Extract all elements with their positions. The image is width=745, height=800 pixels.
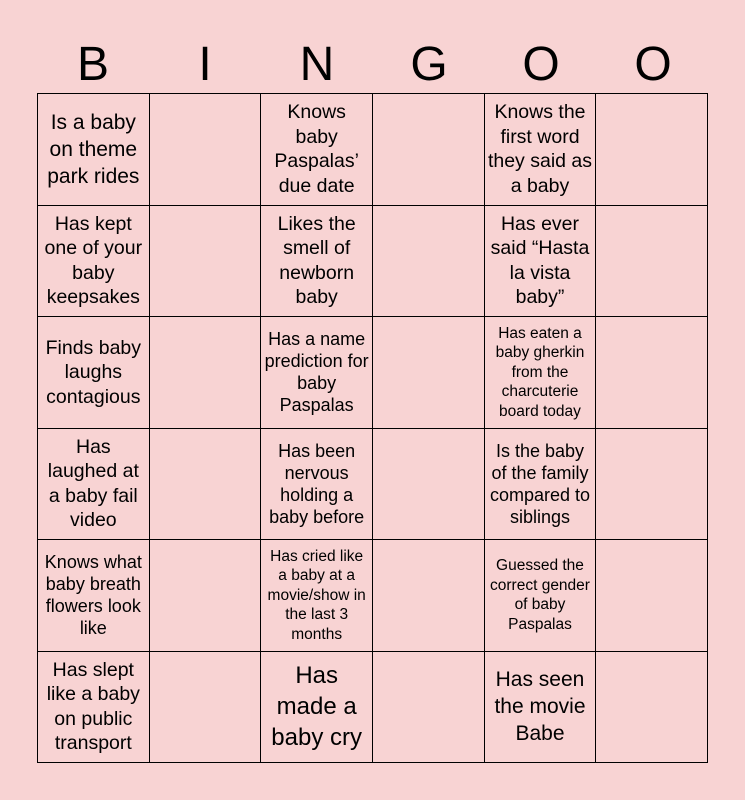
header-letter: O: [522, 38, 560, 91]
bingo-cell[interactable]: [38, 540, 150, 652]
bingo-cell[interactable]: [38, 429, 150, 541]
bingo-cell[interactable]: [485, 652, 597, 764]
header-letter: B: [76, 38, 109, 91]
cell-text: Has seen the movie Babe: [494, 668, 586, 746]
bingo-cell[interactable]: [596, 429, 708, 541]
bingo-cell[interactable]: [373, 94, 485, 206]
header-letter: N: [299, 38, 335, 91]
bingo-cell[interactable]: [261, 94, 373, 206]
cell-text: Has laughed at a baby fail video: [47, 435, 139, 532]
cell-text: Has eaten a baby gherkin from the charcuterie board today: [495, 324, 585, 420]
header-letter: O: [634, 38, 672, 91]
cell-text: Likes the smell of newborn baby: [277, 212, 356, 309]
bingo-cell[interactable]: [596, 206, 708, 318]
cell-text: Knows the first word they said as a baby: [487, 101, 593, 197]
bingo-cell[interactable]: [38, 652, 150, 764]
cell-text: Has made a baby cry: [271, 662, 362, 752]
bingo-cell[interactable]: [485, 540, 597, 652]
cell-text: Has been nervous holding a baby before: [269, 440, 365, 527]
bingo-cell[interactable]: [485, 94, 597, 206]
cell-text: Has slept like a baby on public transport: [46, 658, 140, 755]
bingo-cell[interactable]: [485, 206, 597, 318]
bingo-cell[interactable]: [373, 317, 485, 429]
cell-text: Has kept one of your baby keepsakes: [44, 212, 143, 309]
cell-text: Knows baby Paspalas’ due date: [274, 101, 359, 197]
bingo-cell[interactable]: [373, 206, 485, 318]
bingo-grid: [37, 93, 708, 763]
cell-text: Finds baby laughs contagious: [45, 336, 142, 408]
bingo-cell[interactable]: [373, 540, 485, 652]
cell-text: Is a baby on theme park rides: [47, 110, 140, 188]
cell-text: Has a name prediction for baby Paspalas: [264, 329, 369, 416]
bingo-cell[interactable]: [150, 206, 262, 318]
bingo-cell[interactable]: [261, 317, 373, 429]
bingo-cell[interactable]: [150, 94, 262, 206]
bingo-cell[interactable]: [150, 540, 262, 652]
bingo-header: [37, 36, 709, 94]
bingo-cell[interactable]: [596, 540, 708, 652]
bingo-cell[interactable]: [485, 429, 597, 541]
bingo-cell[interactable]: [150, 652, 262, 764]
bingo-cell[interactable]: [150, 429, 262, 541]
bingo-cell[interactable]: [261, 429, 373, 541]
bingo-cell[interactable]: [38, 206, 150, 318]
bingo-cell[interactable]: [373, 429, 485, 541]
bingo-cell[interactable]: [261, 540, 373, 652]
cell-text: Has cried like a baby at a movie/show in the last 3 months: [267, 547, 366, 643]
cell-text: Is the baby of the family compared to siblings: [489, 440, 591, 527]
bingo-cell[interactable]: [38, 94, 150, 206]
cell-text: Has ever said “Hasta la vista baby”: [490, 212, 590, 309]
header-letter: G: [410, 38, 448, 91]
bingo-cell[interactable]: [596, 317, 708, 429]
bingo-cell[interactable]: [596, 652, 708, 764]
bingo-cell[interactable]: [373, 652, 485, 764]
header-letter: I: [198, 38, 212, 91]
bingo-cell[interactable]: [261, 652, 373, 764]
bingo-cell[interactable]: [261, 206, 373, 318]
bingo-cell[interactable]: [596, 94, 708, 206]
bingo-cell[interactable]: [485, 317, 597, 429]
cell-text: Guessed the correct gender of baby Paspalas: [490, 557, 590, 633]
bingo-cell[interactable]: [38, 317, 150, 429]
bingo-cell[interactable]: [150, 317, 262, 429]
cell-text: Knows what baby breath flowers look like: [44, 552, 142, 639]
